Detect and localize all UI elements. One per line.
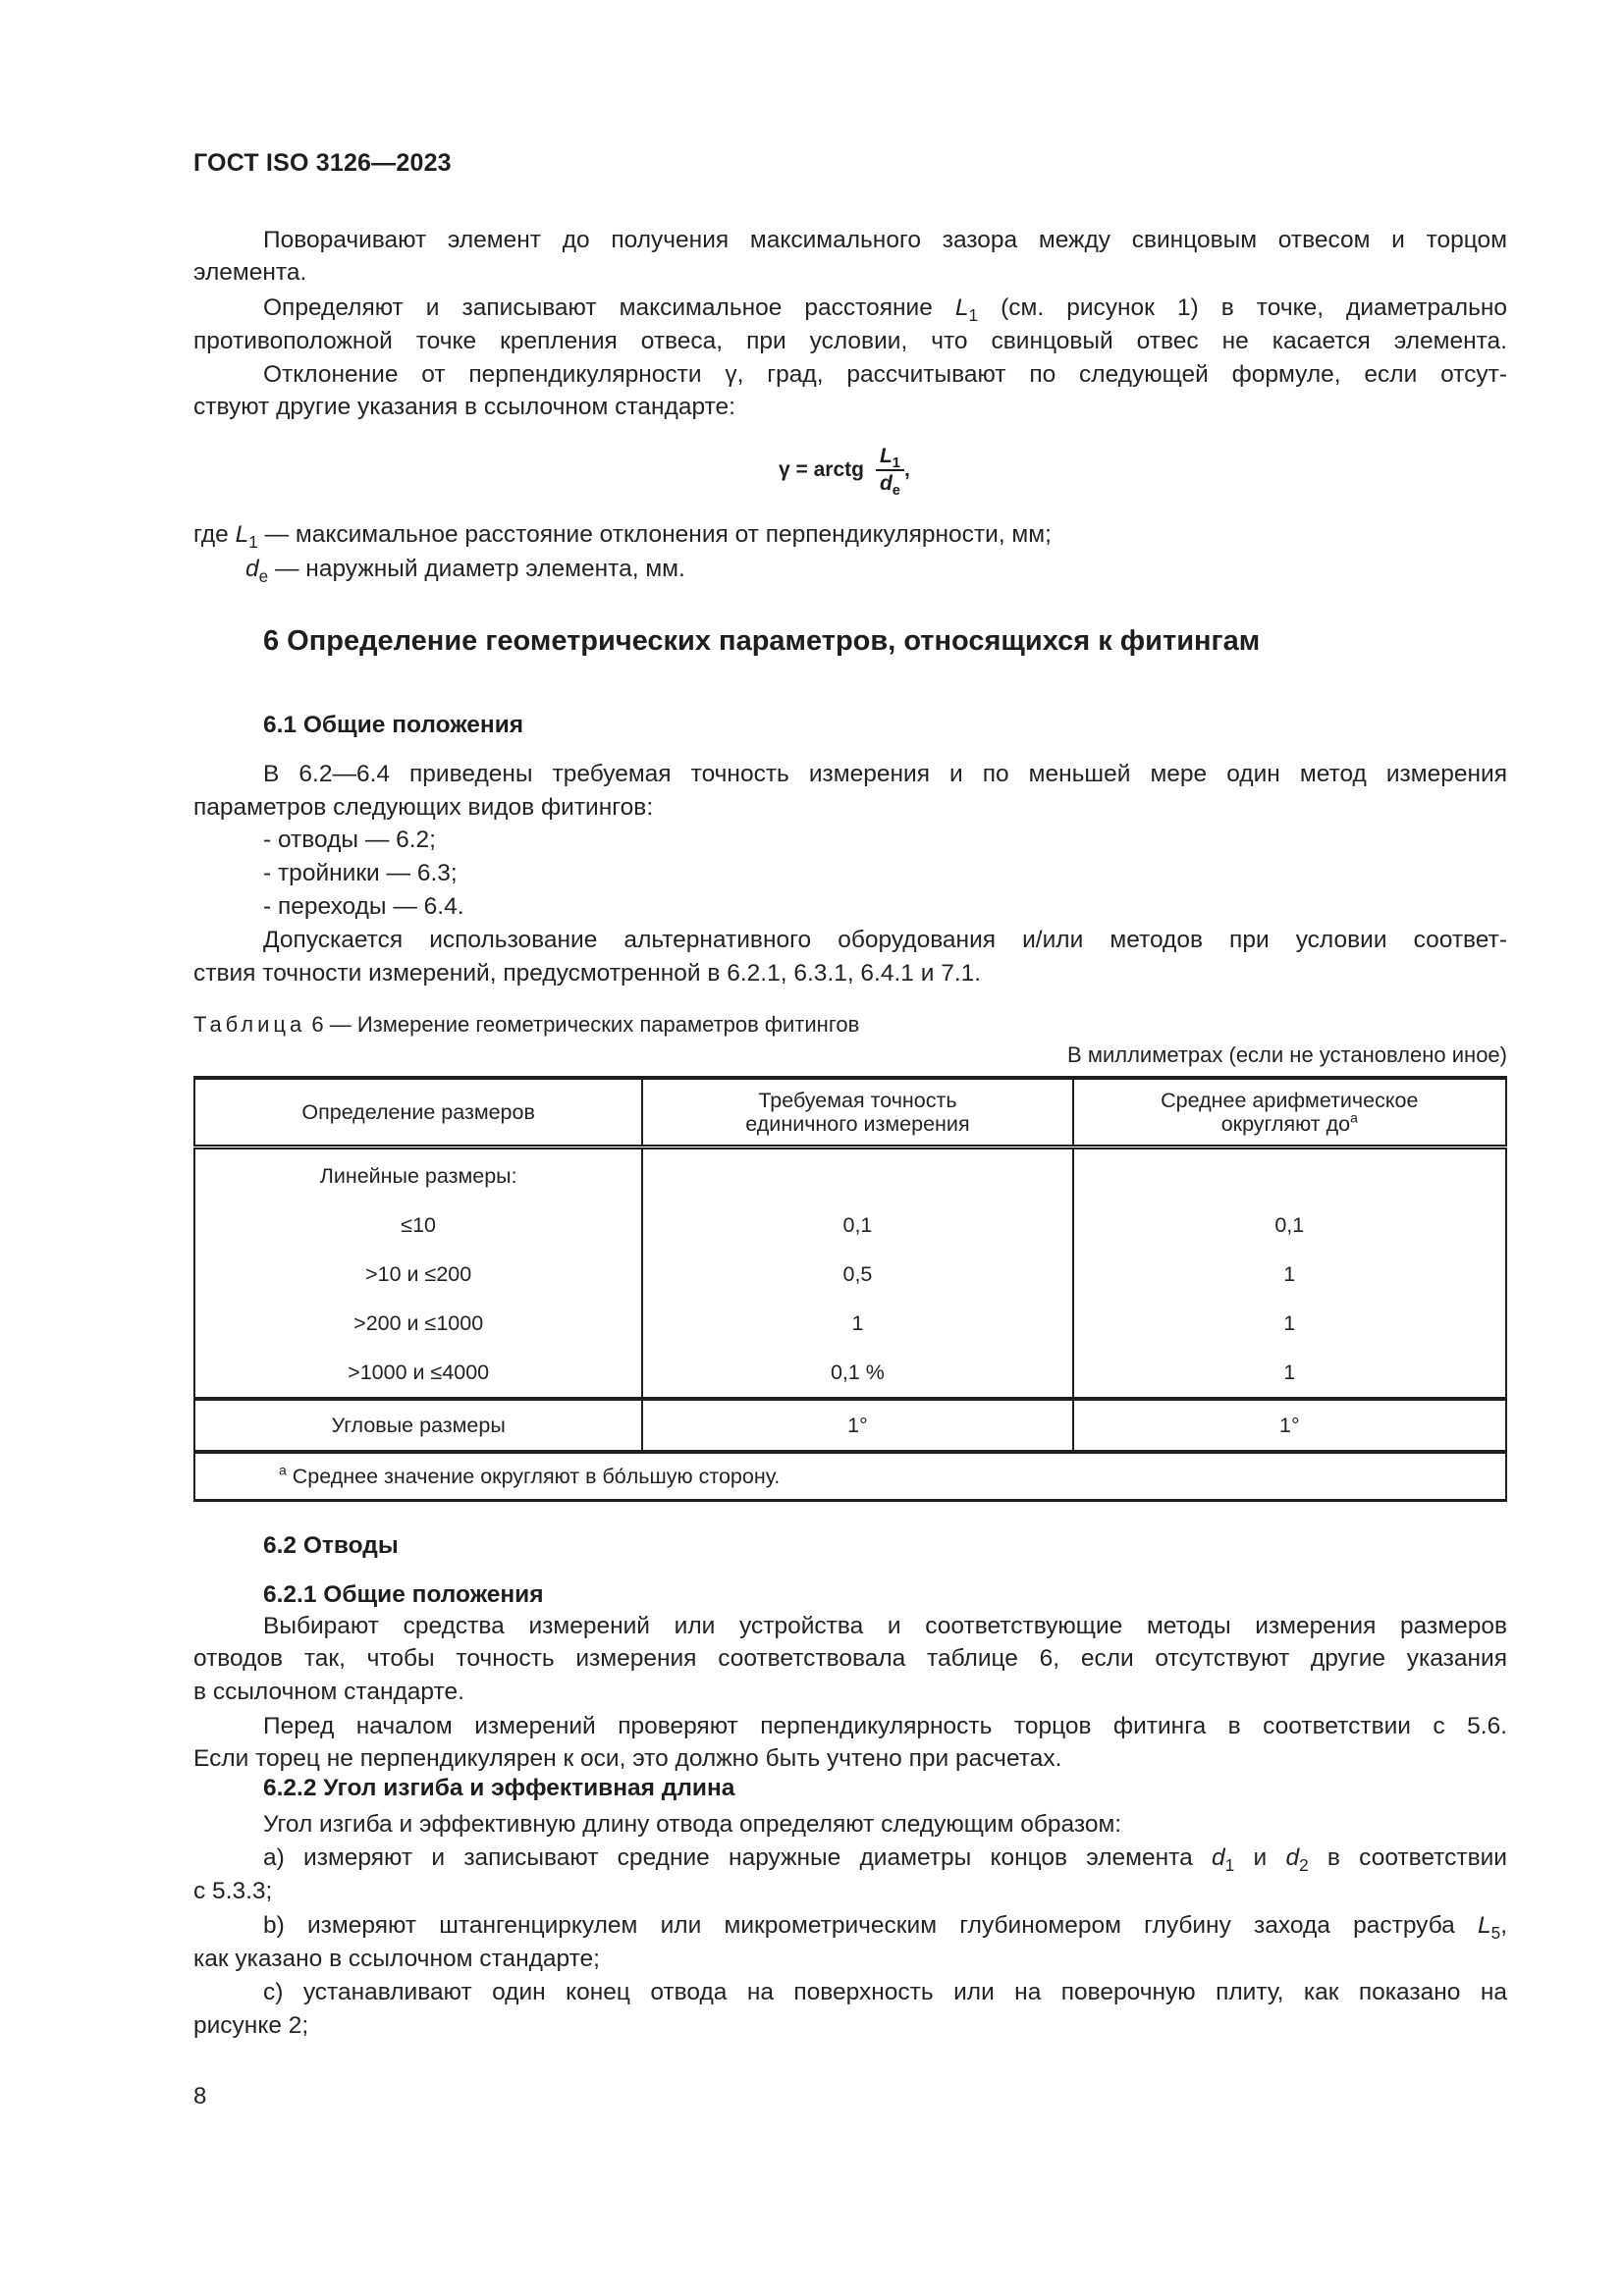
paragraph-line: параметров следующих видов фитингов: bbox=[193, 794, 654, 821]
paragraph-line: отводов так, чтобы точность измерения соответствовала таблице 6, если отсутствуют другие указания bbox=[193, 1645, 1507, 1672]
where-line-L1: где $L_1$ — максимальное расстояние отклонения от перпендикулярности, мм; bbox=[193, 521, 1052, 552]
paragraph-line: в ссылочном стандарте. bbox=[193, 1679, 464, 1705]
paragraph-line: элемента. bbox=[193, 259, 307, 286]
paragraph-line: Допускается использование альтернативного оборудования и/или методов при условии соответ- bbox=[263, 927, 1507, 953]
list-item: - отводы — 6.2; bbox=[263, 827, 436, 853]
formula-perpendicularity: γ = arctg $\frac{L_1}{d_e}$ , bbox=[779, 445, 910, 500]
list-item: - тройники — 6.3; bbox=[263, 860, 458, 886]
subsection-heading-6-1: 6.1 Общие положения bbox=[263, 712, 524, 738]
list-item-a: а) измеряют и записывают средние наружные диаметры концов элемента $d_1$ и $d_2$ в соответствии bbox=[263, 1844, 1507, 1875]
page-number: 8 bbox=[193, 2083, 207, 2109]
paragraph-line: противоположной точке крепления отвеса, при условии, что свинцовый отвес не касается элемента. bbox=[193, 328, 1507, 354]
table-row: ≤10 0,1 0,1 bbox=[194, 1201, 1506, 1250]
column-header: Определение размеров bbox=[194, 1078, 642, 1148]
paragraph-line: Поворачивают элемент до получения максимального зазора между свинцовым отвесом и торцом bbox=[263, 227, 1507, 253]
table-row-angular: Угловые размеры 1° 1° bbox=[194, 1399, 1506, 1452]
paragraph-line: Отклонение от перпендикулярности γ, град, рассчитывают по следующей формуле, если отсут- bbox=[263, 361, 1507, 388]
table-6-geometric-measurements bbox=[193, 1076, 1507, 1502]
paragraph-line: с 5.3.3; bbox=[193, 1878, 273, 1904]
paragraph-line: Перед началом измерений проверяют перпендикулярность торцов фитинга в соответствии с 5.6. bbox=[263, 1713, 1507, 1739]
paragraph-line: рисунке 2; bbox=[193, 2012, 309, 2039]
table-header-row bbox=[194, 1078, 1506, 1148]
subsection-heading-6-2-1: 6.2.1 Общие положения bbox=[263, 1581, 544, 1608]
list-item: - переходы — 6.4. bbox=[263, 893, 464, 920]
paragraph-line: как указано в ссылочном стандарте; bbox=[193, 1946, 600, 1972]
paragraph-line: ствуют другие указания в ссылочном стандарте: bbox=[193, 394, 735, 420]
subsection-heading-6-2: 6.2 Отводы bbox=[263, 1532, 399, 1559]
table-row: >10 и ≤200 0,5 1 bbox=[194, 1250, 1506, 1299]
paragraph-line: В 6.2—6.4 приведены требуемая точность измерения и по меньшей мере один метод измерения bbox=[263, 761, 1507, 787]
section-heading-6: 6 Определение геометрических параметров, относящихся к фитингам bbox=[263, 625, 1261, 657]
table-caption: Таблица 6 — Измерение геометрических параметров фитингов bbox=[193, 1012, 860, 1037]
paragraph-line: Определяют и записывают максимальное расстояние $L_1$ (см. рисунок 1) в точке, диаметрально bbox=[263, 294, 1507, 325]
paragraph-line: ствия точности измерений, предусмотренной в 6.2.1, 6.3.1, 6.4.1 и 7.1. bbox=[193, 960, 982, 987]
var-L: L bbox=[954, 294, 969, 321]
paragraph-line: Если торец не перпендикулярен к оси, это должно быть учтено при расчетах. bbox=[193, 1745, 1062, 1772]
table-row: >1000 и ≤4000 0,1 % 1 bbox=[194, 1348, 1506, 1399]
paragraph-line: Выбирают средства измерений или устройства и соответствующие методы измерения размеров bbox=[263, 1613, 1507, 1639]
group-label: Линейные размеры: bbox=[194, 1148, 642, 1201]
table-row bbox=[194, 1148, 1506, 1201]
column-header: Требуемая точность единичного измерения bbox=[642, 1078, 1072, 1148]
table-footnote: $^a$ Среднее значение округляют в бо́льшую сторону. bbox=[194, 1452, 1506, 1501]
table-row: >200 и ≤1000 1 1 bbox=[194, 1299, 1506, 1348]
subsection-heading-6-2-2: 6.2.2 Угол изгиба и эффективная длина bbox=[263, 1775, 735, 1801]
list-item-b: b) измеряют штангенциркулем или микрометрическим глубиномером глубину захода раструба $L_5$, bbox=[263, 1912, 1507, 1943]
paragraph-line: Угол изгиба и эффективную длину отвода определяют следующим образом: bbox=[263, 1811, 1122, 1838]
list-item-c: c) устанавливают один конец отвода на поверхность или на поверочную плиту, как показано на bbox=[263, 1979, 1507, 2005]
document-header-id: ГОСТ ISO 3126—2023 bbox=[193, 149, 452, 177]
table-footnote-row bbox=[194, 1452, 1506, 1501]
where-line-de: $d_e$ — наружный диаметр элемента, мм. bbox=[245, 556, 685, 586]
fraction: $\frac{L_1}{d_e}$ bbox=[876, 444, 904, 497]
column-header: Среднее арифметическое округляют $до^a$ bbox=[1073, 1078, 1506, 1148]
table-units-note: В миллиметрах (если не установлено иное) bbox=[1067, 1042, 1507, 1067]
